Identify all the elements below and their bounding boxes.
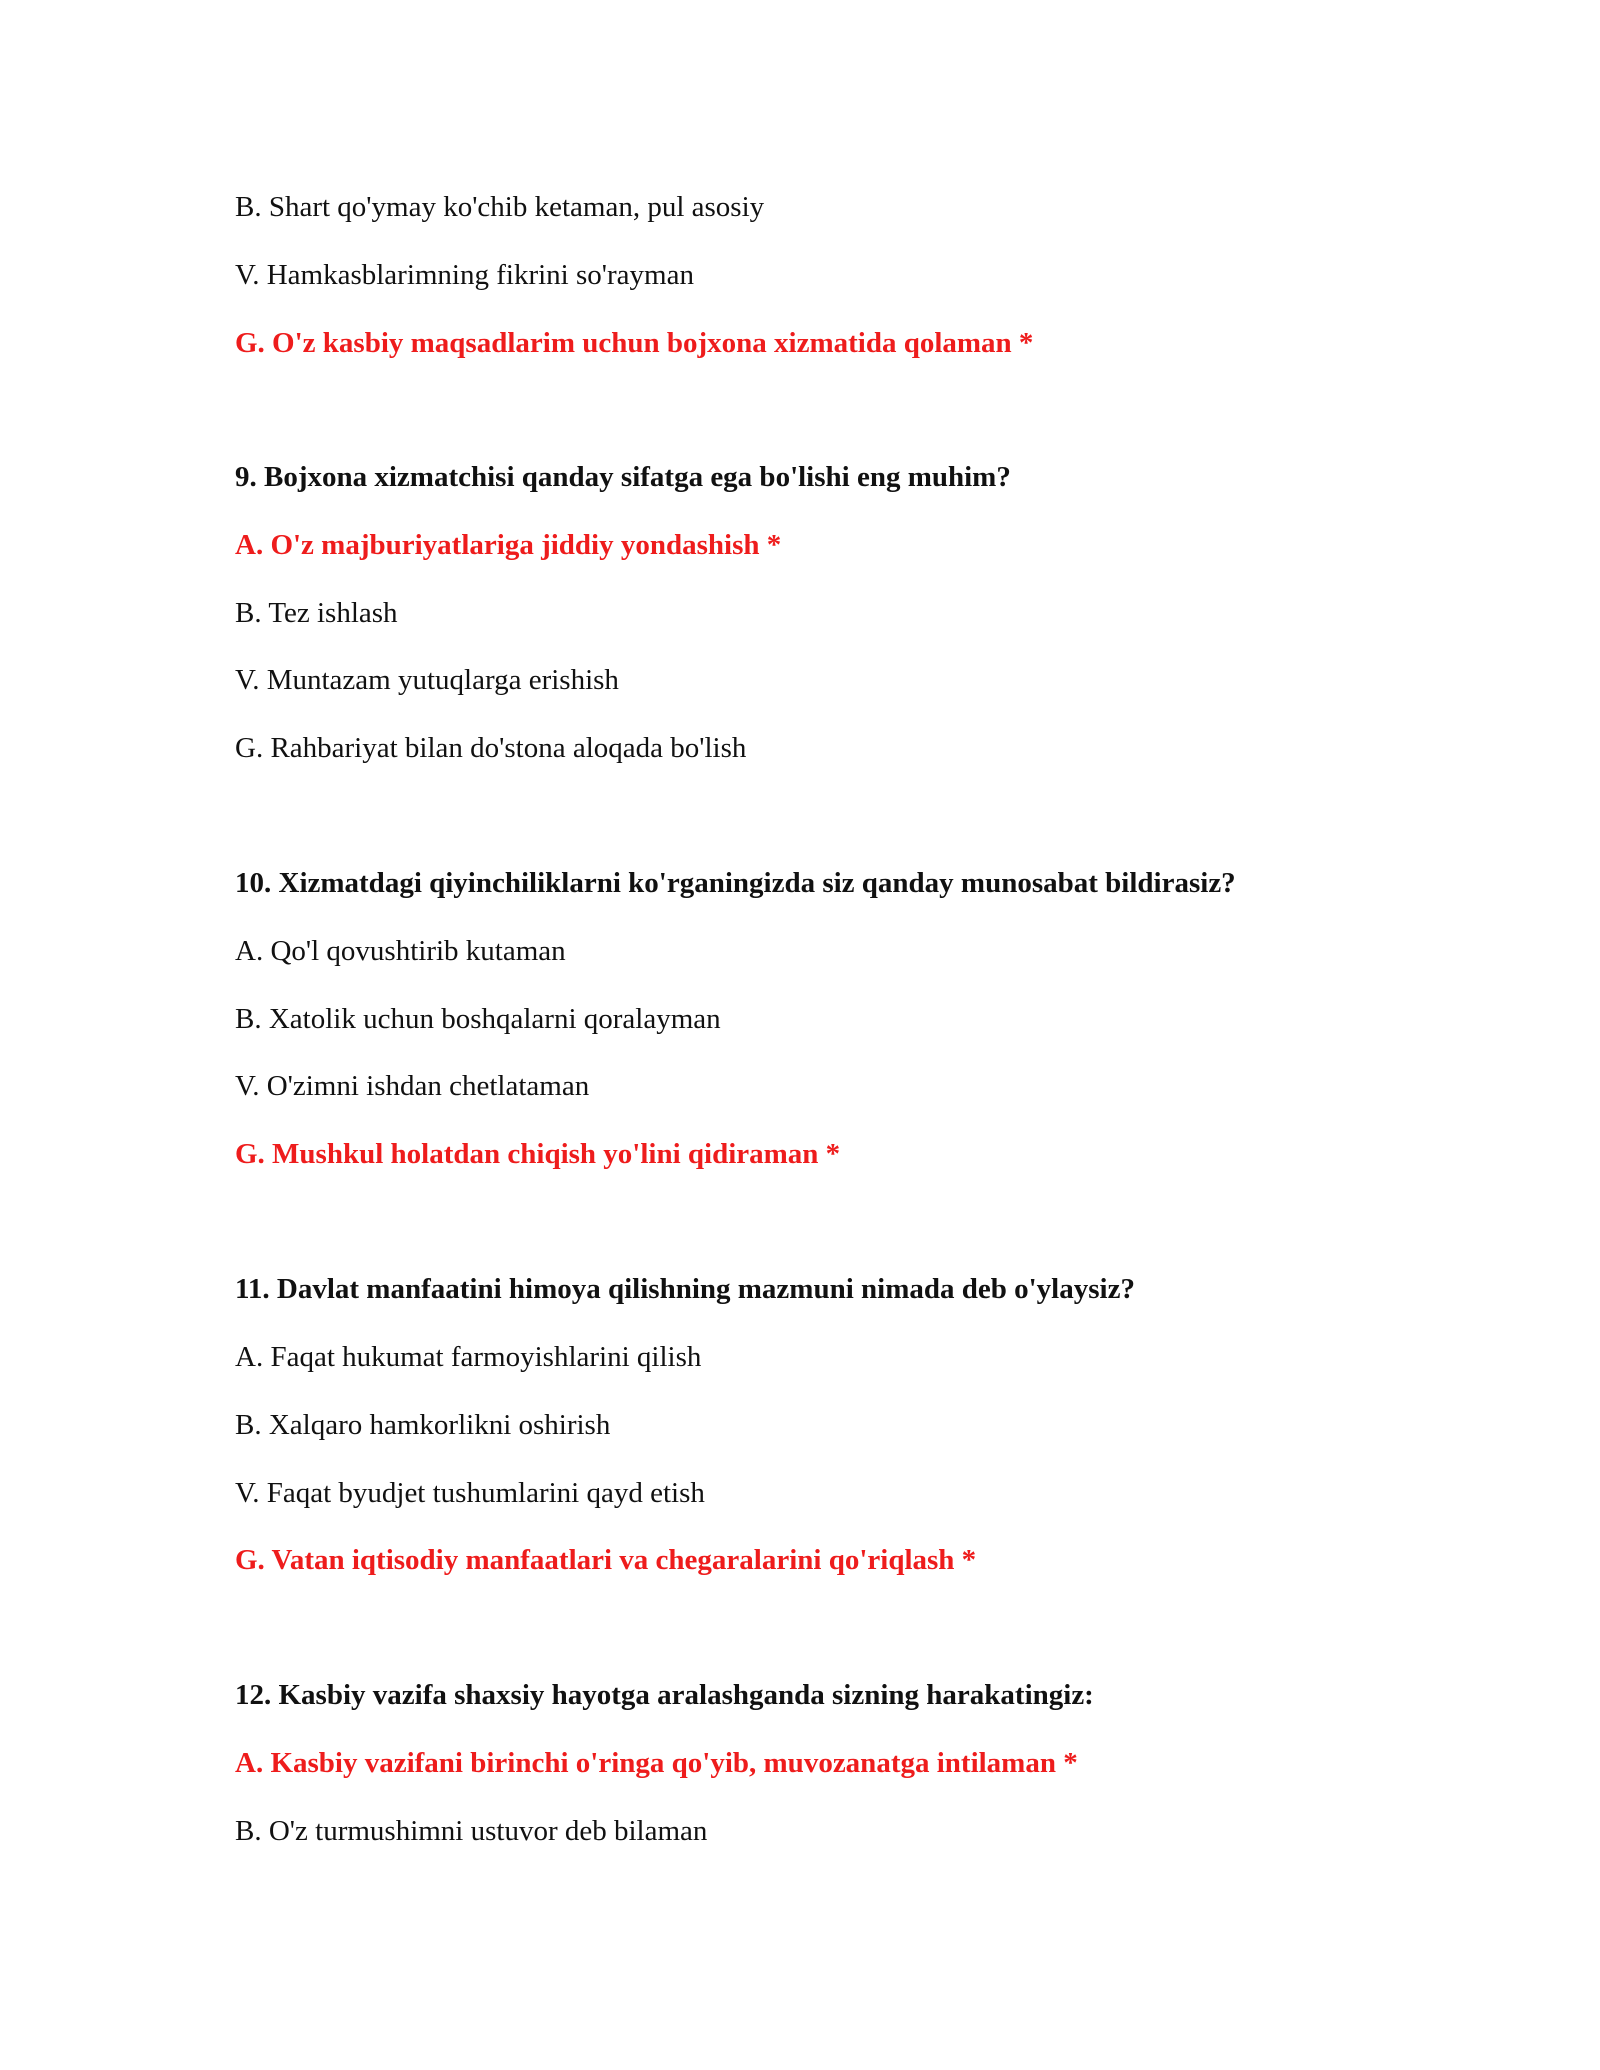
- question-12: 12. Kasbiy vazifa shaxsiy hayotga aralashganda sizning harakatingiz:: [235, 1679, 1094, 1711]
- correct-answer-8g: G. O'z kasbiy maqsadlarim uchun bojxona xizmatida qolaman *: [235, 327, 1034, 359]
- correct-answer-12a: A. Kasbiy vazifani birinchi o'ringa qo'yib, muvozanatga intilaman *: [235, 1747, 1078, 1779]
- option-10b: B. Xatolik uchun boshqalarni qoralayman: [235, 1003, 721, 1035]
- option-11a: A. Faqat hukumat farmoyishlarini qilish: [235, 1341, 702, 1373]
- option-11v: V. Faqat byudjet tushumlarini qayd etish: [235, 1477, 705, 1509]
- question-11: 11. Davlat manfaatini himoya qilishning mazmuni nimada deb o'ylaysiz?: [235, 1273, 1135, 1305]
- option-9b: B. Tez ishlash: [235, 597, 398, 629]
- option-9g: G. Rahbariyat bilan do'stona aloqada bo'lish: [235, 732, 747, 764]
- option-11b: B. Xalqaro hamkorlikni oshirish: [235, 1409, 611, 1441]
- correct-answer-10g: G. Mushkul holatdan chiqish yo'lini qidiraman *: [235, 1138, 841, 1170]
- option-8v: V. Hamkasblarimning fikrini so'rayman: [235, 259, 694, 291]
- option-12b: B. O'z turmushimni ustuvor deb bilaman: [235, 1815, 708, 1847]
- question-9: 9. Bojxona xizmatchisi qanday sifatga ega bo'lishi eng muhim?: [235, 461, 1011, 493]
- option-8b: B. Shart qo'ymay ko'chib ketaman, pul asosiy: [235, 191, 765, 223]
- question-10: 10. Xizmatdagi qiyinchiliklarni ko'rganingizda siz qanday munosabat bildirasiz?: [235, 867, 1236, 899]
- option-10v: V. O'zimni ishdan chetlataman: [235, 1070, 590, 1102]
- option-10a: A. Qo'l qovushtirib kutaman: [235, 935, 566, 967]
- option-9v: V. Muntazam yutuqlarga erishish: [235, 664, 619, 696]
- correct-answer-9a: A. O'z majburiyatlariga jiddiy yondashish *: [235, 529, 782, 561]
- correct-answer-11g: G. Vatan iqtisodiy manfaatlari va chegaralarini qo'riqlash *: [235, 1544, 977, 1576]
